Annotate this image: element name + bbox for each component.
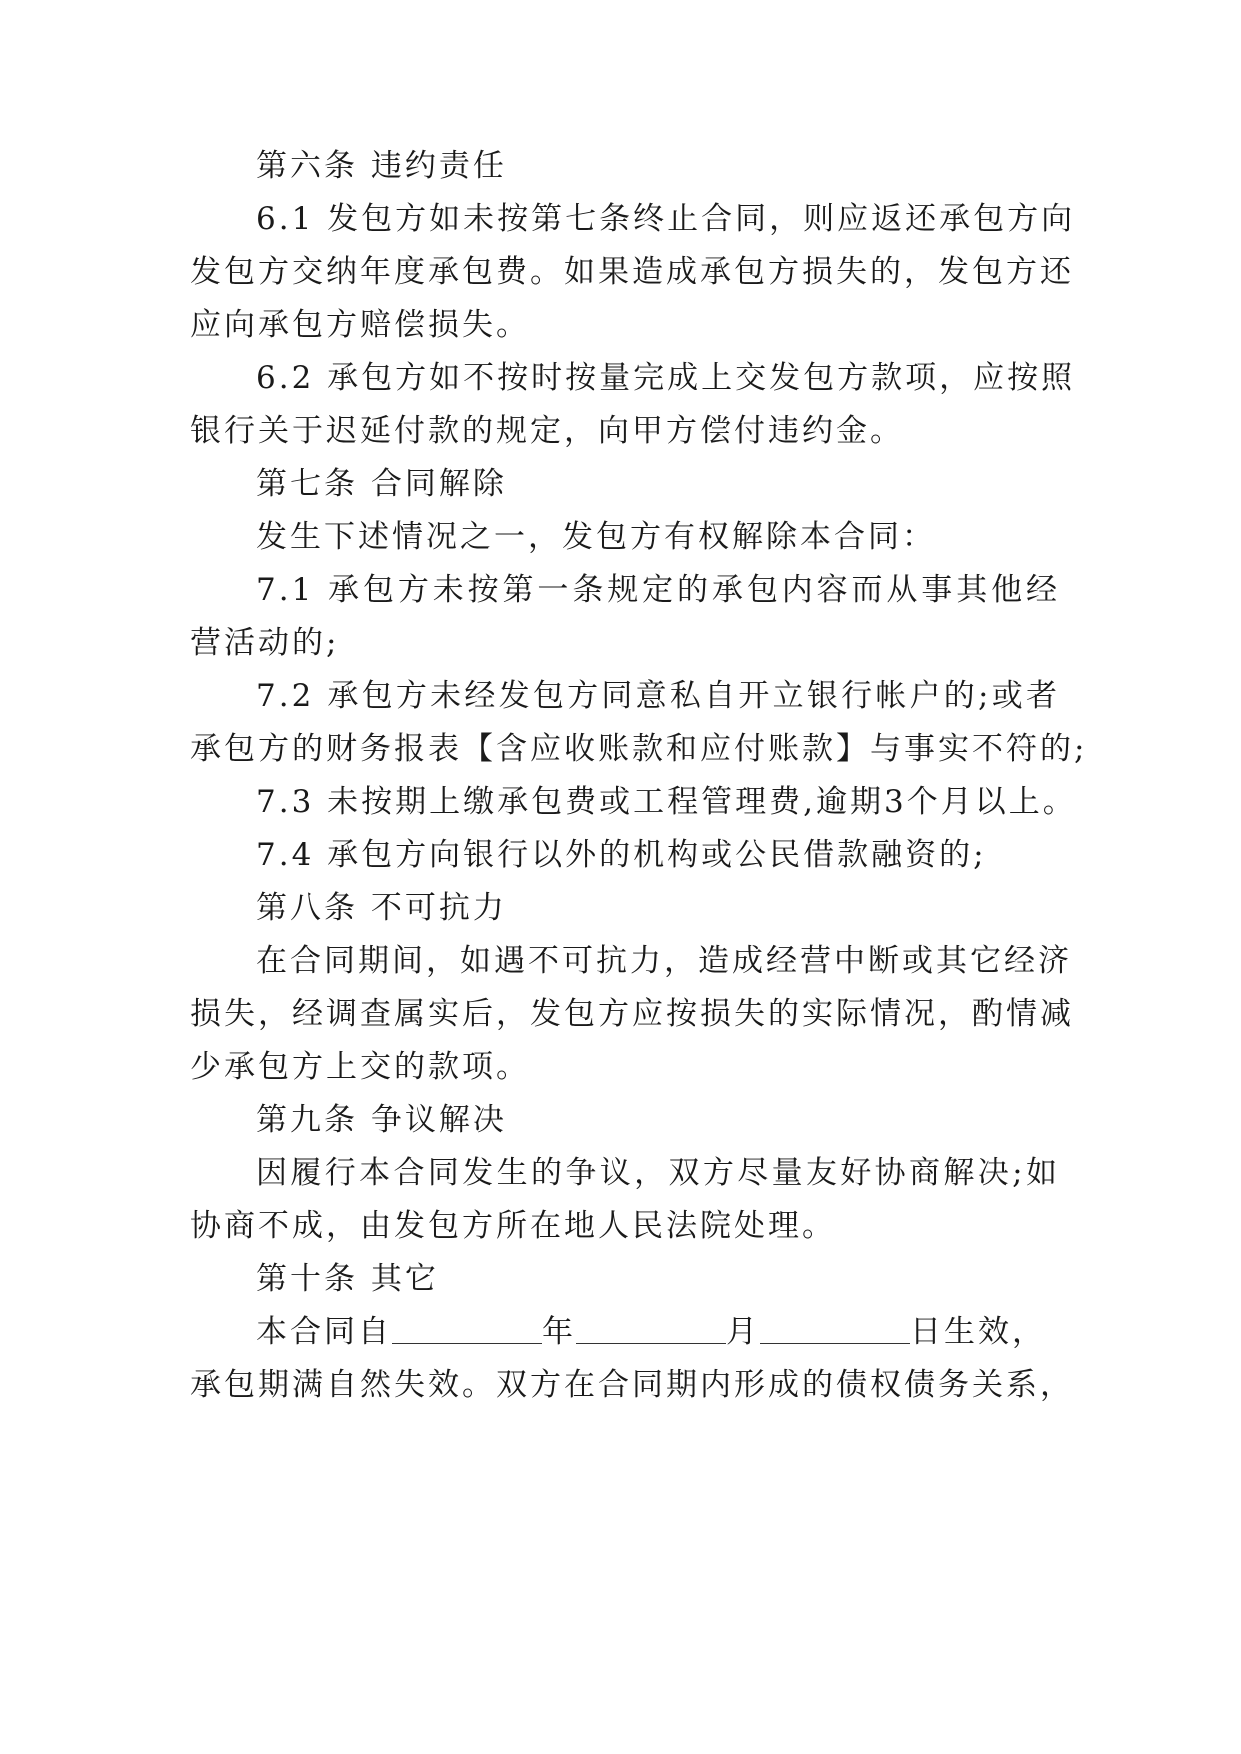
day-blank[interactable] (760, 1313, 910, 1344)
paragraph-line: 6.1 发包方如未按第七条终止合同，则应返还承包方向 (256, 201, 1076, 237)
paragraph-line: 7.2 承包方未经发包方同意私自开立银行帐户的;或者 (256, 678, 1060, 714)
year-blank[interactable] (392, 1313, 542, 1344)
paragraph-line: 损失，经调查属实后，发包方应按损失的实际情况，酌情减 (190, 996, 1074, 1032)
paragraph-line: 6.2 承包方如不按时按量完成上交发包方款项，应按照 (256, 360, 1076, 396)
paragraph-line: 7.3 未按期上缴承包费或工程管理费,逾期3个月以上。 (256, 784, 1077, 820)
paragraph-line: 协商不成，由发包方所在地人民法院处理。 (190, 1208, 836, 1244)
month-blank[interactable] (576, 1313, 726, 1344)
heading-article-6: 第六条 违约责任 (256, 148, 507, 184)
paragraph-line: 在合同期间，如遇不可抗力，造成经营中断或其它经济 (256, 943, 1072, 979)
paragraph-line: 应向承包方赔偿损失。 (190, 307, 530, 343)
heading-article-7: 第七条 合同解除 (256, 466, 507, 502)
month-label: 月 (726, 1314, 760, 1350)
heading-article-8: 第八条 不可抗力 (256, 890, 507, 926)
paragraph-line: 银行关于迟延付款的规定，向甲方偿付违约金。 (190, 413, 904, 449)
paragraph-line: 7.4 承包方向银行以外的机构或公民借款融资的; (256, 837, 987, 873)
year-label: 年 (542, 1314, 576, 1350)
effective-prefix: 本合同自 (256, 1314, 392, 1350)
paragraph-line: 营活动的; (190, 625, 340, 661)
paragraph-line: 承包方的财务报表【含应收账款和应付账款】与事实不符的; (190, 731, 1088, 767)
heading-article-10: 第十条 其它 (256, 1261, 439, 1297)
paragraph-line: 承包期满自然失效。双方在合同期内形成的债权债务关系， (190, 1367, 1074, 1403)
effective-date-line (256, 1310, 1060, 1354)
heading-article-9: 第九条 争议解决 (256, 1102, 507, 1138)
paragraph-line: 发包方交纳年度承包费。如果造成承包方损失的，发包方还 (190, 254, 1074, 290)
paragraph-line: 因履行本合同发生的争议，双方尽量友好协商解决;如 (256, 1155, 1060, 1191)
paragraph-line: 少承包方上交的款项。 (190, 1049, 530, 1085)
effective-suffix: 日生效， (910, 1314, 1046, 1350)
paragraph-line: 发生下述情况之一，发包方有权解除本合同： (256, 519, 936, 555)
paragraph-line: 7.1 承包方未按第一条规定的承包内容而从事其他经 (256, 572, 1060, 608)
